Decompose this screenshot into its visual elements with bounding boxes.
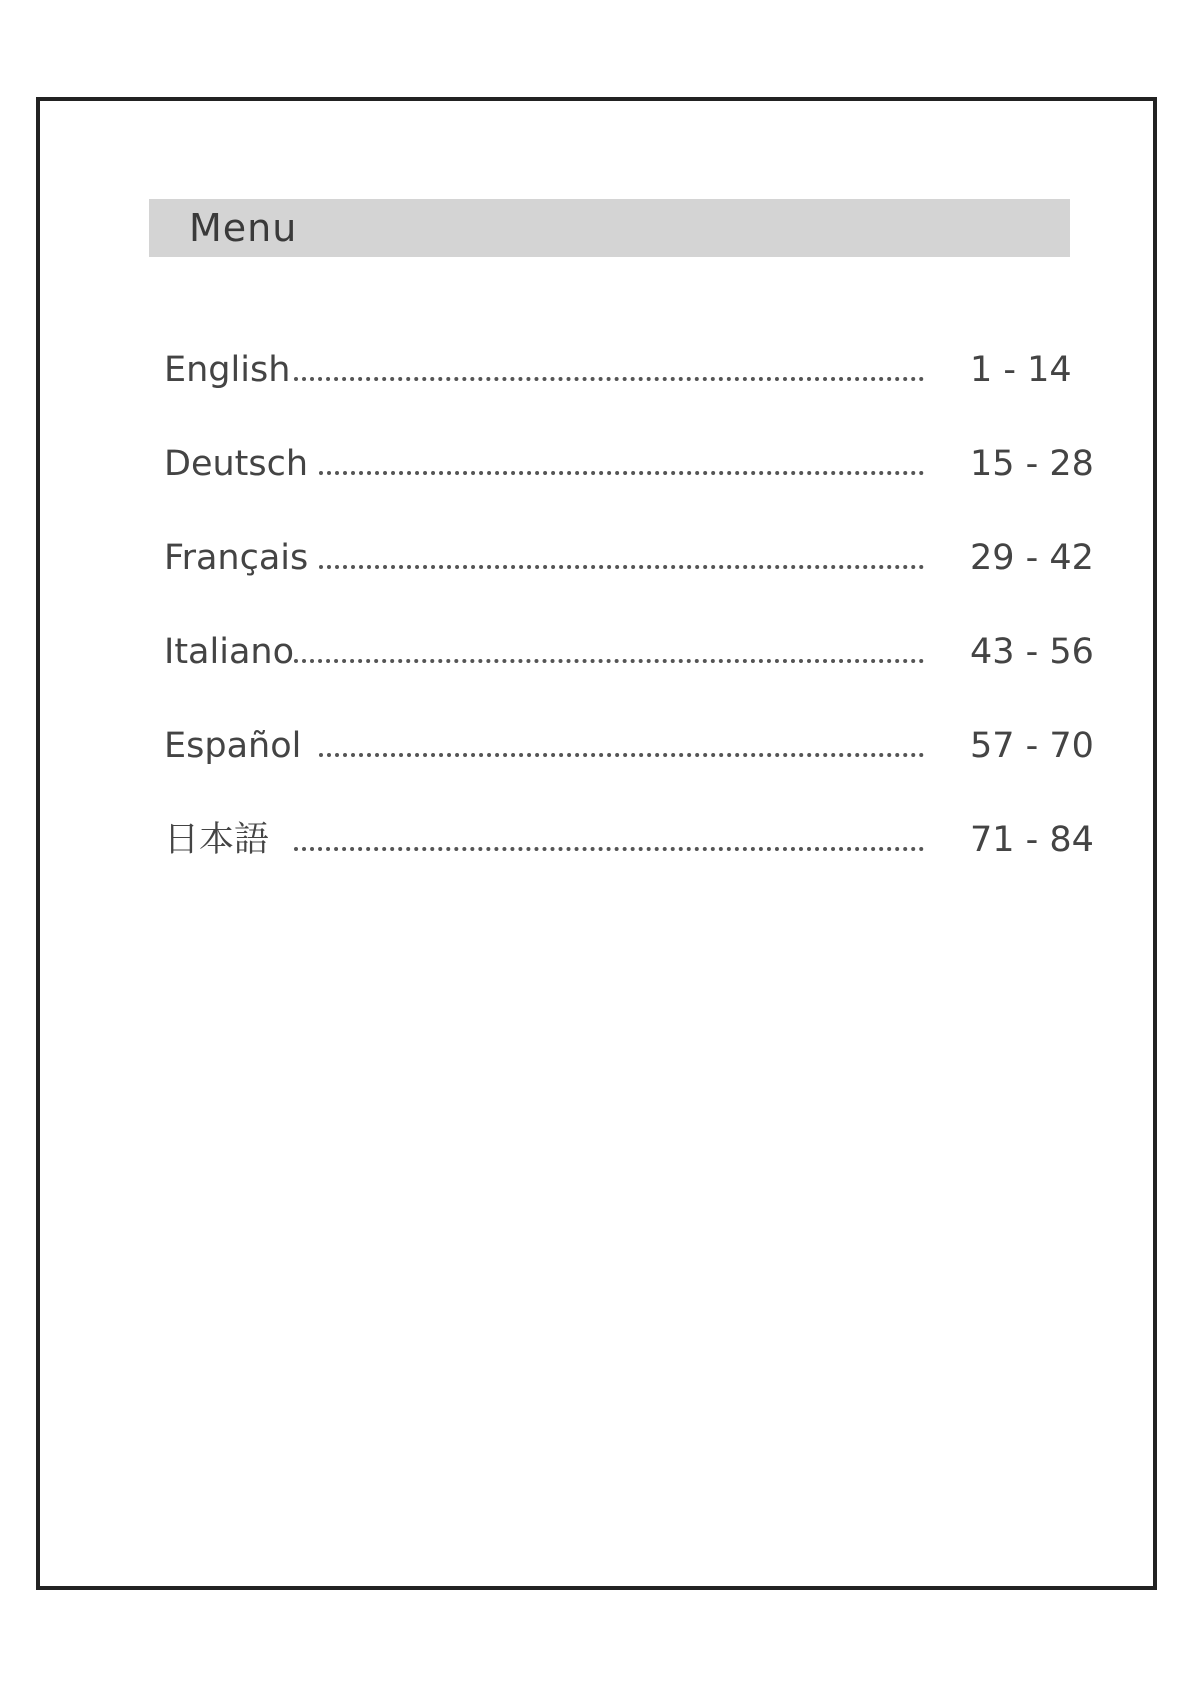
- page-title: Menu: [189, 206, 298, 250]
- dot-leader: [294, 847, 924, 851]
- toc-language-label: Deutsch: [164, 444, 309, 484]
- toc-entry-english[interactable]: [164, 345, 1070, 395]
- dot-leader: [319, 753, 924, 757]
- toc-entry-francais[interactable]: [164, 533, 1094, 583]
- dot-leader: [294, 377, 924, 381]
- toc-page-range: 15 - 28: [970, 444, 1094, 484]
- toc-page-range: 57 - 70: [970, 726, 1094, 766]
- toc-page-range: 1 - 14: [970, 350, 1072, 390]
- toc-language-label: Français: [164, 538, 309, 578]
- dot-leader: [294, 659, 924, 663]
- toc-language-label: English: [164, 350, 291, 390]
- toc-entry-italiano[interactable]: [164, 627, 1094, 677]
- toc-language-label: 日本語: [164, 820, 270, 860]
- dot-leader: [319, 471, 924, 475]
- toc-page-range: 43 - 56: [970, 632, 1094, 672]
- toc-entry-japanese[interactable]: [164, 815, 1094, 865]
- dot-leader: [319, 565, 924, 569]
- toc-language-label: Italiano: [164, 632, 294, 672]
- toc-page-range: 71 - 84: [970, 820, 1094, 860]
- toc-entry-deutsch[interactable]: [164, 439, 1094, 489]
- toc-page-range: 29 - 42: [970, 538, 1094, 578]
- toc-entry-espanol[interactable]: [164, 721, 1094, 771]
- toc-language-label: Español: [164, 726, 302, 766]
